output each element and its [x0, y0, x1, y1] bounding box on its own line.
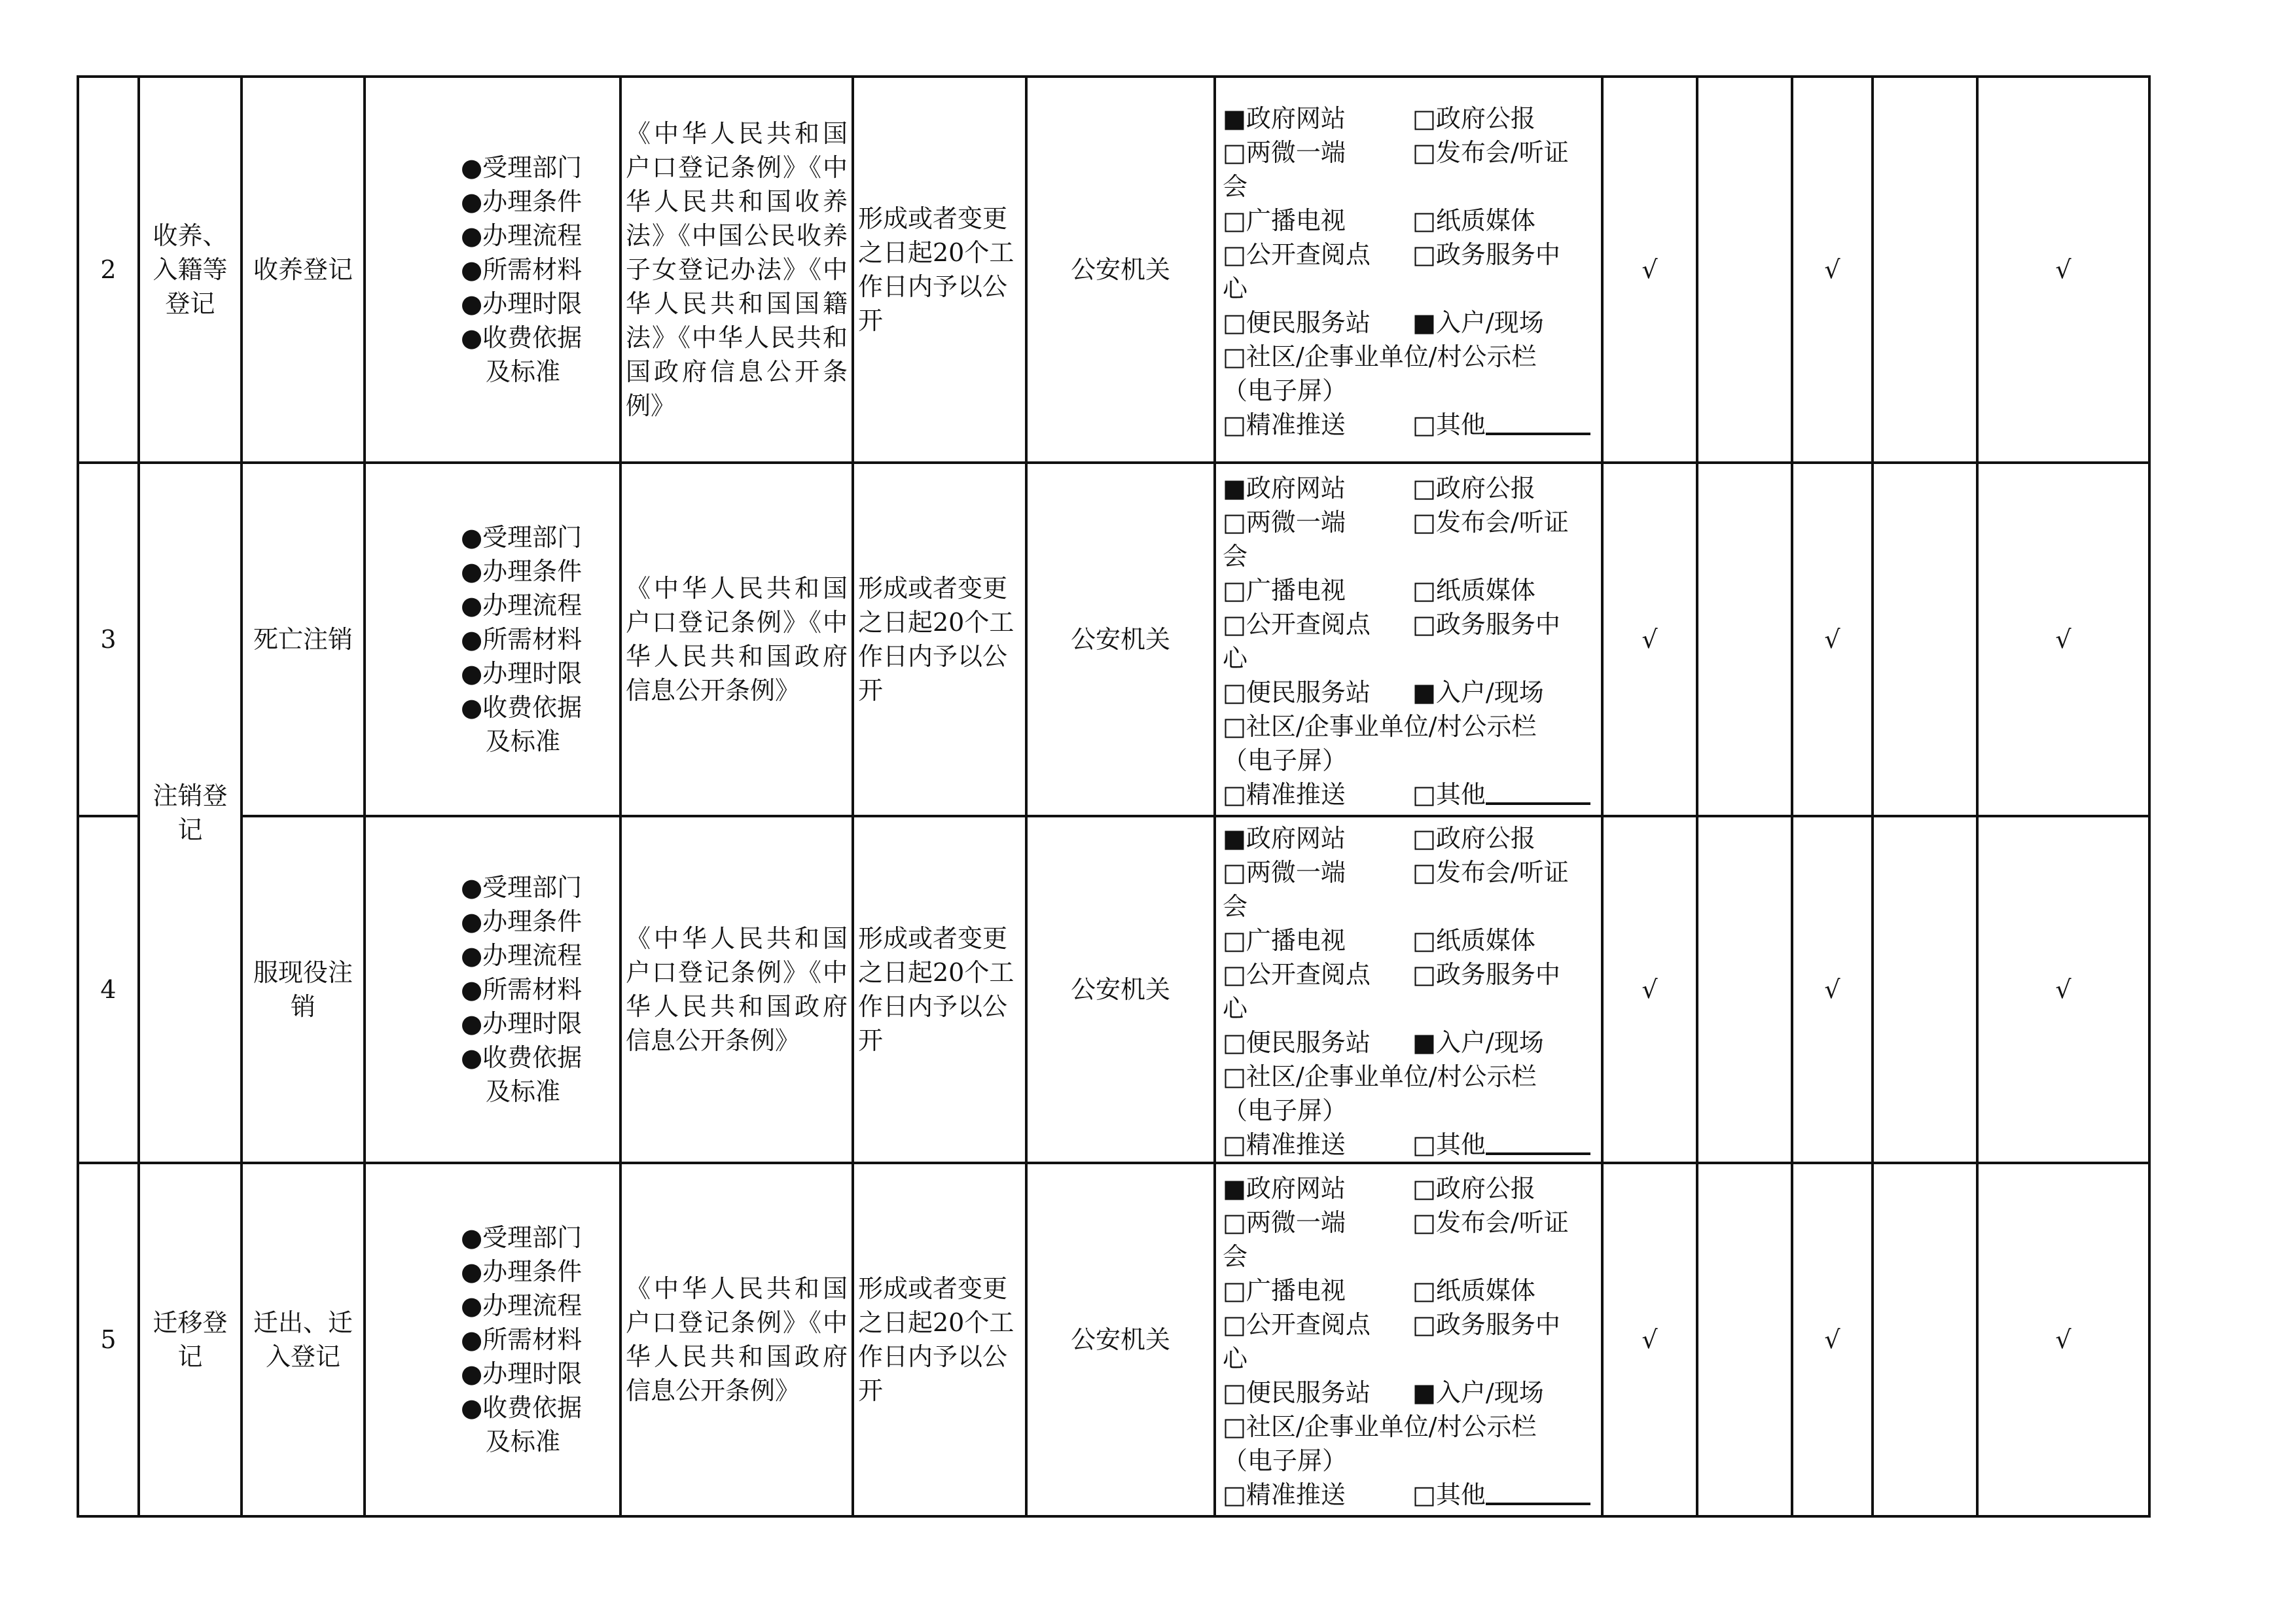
channel-row: [1223, 1478, 1596, 1512]
contents-item: ●收费依据: [461, 323, 583, 352]
channels-cell: [1215, 816, 1602, 1163]
contents-item: ●所需材料: [461, 625, 583, 654]
channel-option: □精准推送: [1223, 1130, 1346, 1159]
subject-cell: 公安机关: [1026, 463, 1215, 816]
channel-option: 会: [1223, 892, 1248, 921]
contents-item: 及标准: [486, 357, 561, 386]
channel-option: 会: [1223, 1242, 1248, 1271]
channel-option: □纸质媒体: [1412, 576, 1535, 605]
channel-row: [1223, 1128, 1596, 1162]
channel-option: 心: [1223, 644, 1248, 673]
contents-item: ●所需材料: [461, 1325, 583, 1354]
channel-option: □公开查阅点: [1223, 240, 1371, 269]
row-number: 2: [78, 77, 139, 463]
category-cell: 注销登记: [139, 463, 242, 1163]
basis-cell: 《中华人民共和国户口登记条例》《中华人民共和国政府信息公开条例》: [620, 463, 853, 816]
contents-item: 及标准: [486, 1427, 561, 1456]
channel-option: □两微一端: [1223, 508, 1346, 537]
channel-option: □其他: [1412, 780, 1486, 809]
channel-row: [1223, 1274, 1596, 1308]
channel-option: □便民服务站: [1223, 1378, 1371, 1407]
channel-option: □纸质媒体: [1412, 1276, 1535, 1305]
contents-item: ●受理部门: [461, 153, 583, 182]
empty-cell: [1697, 1163, 1792, 1516]
channel-row: [1223, 1060, 1596, 1094]
channel-option: □发布会/听证: [1412, 1208, 1569, 1237]
channel-option: □政府公报: [1412, 824, 1535, 853]
empty-cell: [1697, 77, 1792, 463]
channel-row: [1223, 889, 1596, 923]
channel-option: □发布会/听证: [1412, 508, 1569, 537]
time-limit-cell: 形成或者变更之日起20个工作日内予以公开: [853, 77, 1026, 463]
channel-row: [1223, 1308, 1596, 1342]
channel-option: □广播电视: [1223, 206, 1346, 235]
contents-item: ●办理条件: [461, 187, 583, 216]
contents-item: 及标准: [486, 1077, 561, 1106]
contents-item: ●办理时限: [461, 1359, 583, 1388]
channel-row: [1223, 1444, 1596, 1478]
check-cell: √: [1602, 77, 1697, 463]
channel-option: □精准推送: [1223, 410, 1346, 439]
table-row: [78, 1163, 2149, 1516]
channel-row: [1223, 991, 1596, 1026]
other-blank-line: [1486, 408, 1590, 435]
channel-option: □政务服务中: [1412, 1310, 1560, 1339]
check-cell: √: [1792, 463, 1873, 816]
channel-option: □政务服务中: [1412, 960, 1560, 989]
channel-option: □公开查阅点: [1223, 610, 1371, 639]
table-body: [78, 77, 2149, 1516]
check-cell: √: [1977, 1163, 2149, 1516]
channel-option: □纸质媒体: [1412, 206, 1535, 235]
channel-row: [1223, 272, 1596, 306]
check-cell: √: [1792, 816, 1873, 1163]
channel-row: [1223, 135, 1596, 169]
channel-option: （电子屏）: [1223, 746, 1348, 775]
item-cell: 死亡注销: [242, 463, 365, 816]
contents-item: ●收费依据: [461, 1393, 583, 1422]
channel-row: [1223, 1171, 1596, 1205]
channel-option: □便民服务站: [1223, 308, 1371, 337]
contents-item: ●受理部门: [461, 873, 583, 902]
disclosure-table: [77, 75, 2151, 1518]
channel-option: □两微一端: [1223, 138, 1346, 167]
channel-option: （电子屏）: [1223, 1096, 1348, 1125]
contents-item: ●受理部门: [461, 523, 583, 552]
channel-row: [1223, 238, 1596, 272]
time-limit-cell: 形成或者变更之日起20个工作日内予以公开: [853, 463, 1026, 816]
channel-option: ■政府网站: [1223, 1174, 1346, 1203]
empty-cell: [1697, 463, 1792, 816]
check-cell: √: [1792, 1163, 1873, 1516]
row-number: 5: [78, 1163, 139, 1516]
contents-item: ●办理条件: [461, 907, 583, 936]
channel-option: ■入户/现场: [1412, 678, 1544, 707]
contents-item: 及标准: [486, 727, 561, 756]
channel-row: [1223, 743, 1596, 777]
row-number: 3: [78, 463, 139, 816]
channel-row: [1223, 1342, 1596, 1376]
contents-cell: [365, 816, 620, 1163]
table-row: [78, 77, 2149, 463]
check-cell: √: [1977, 816, 2149, 1163]
other-blank-line: [1486, 1128, 1590, 1155]
channel-option: ■入户/现场: [1412, 308, 1544, 337]
contents-item: ●办理时限: [461, 1009, 583, 1038]
channel-row: [1223, 408, 1596, 442]
channel-option: □政府公报: [1412, 1174, 1535, 1203]
channel-option: □其他: [1412, 410, 1486, 439]
contents-item: ●办理条件: [461, 557, 583, 586]
channel-option: ■政府网站: [1223, 474, 1346, 503]
channel-option: □广播电视: [1223, 576, 1346, 605]
channel-row: [1223, 1410, 1596, 1444]
channel-option: （电子屏）: [1223, 1446, 1348, 1475]
channel-option: □精准推送: [1223, 1480, 1346, 1509]
item-cell: 迁出、迁入登记: [242, 1163, 365, 1516]
channel-row: [1223, 777, 1596, 812]
subject-cell: 公安机关: [1026, 816, 1215, 1163]
other-blank-line: [1486, 777, 1590, 805]
channel-row: [1223, 641, 1596, 675]
contents-item: ●办理条件: [461, 1257, 583, 1286]
channel-option: （电子屏）: [1223, 376, 1348, 405]
check-cell: √: [1602, 1163, 1697, 1516]
item-cell: 服现役注销: [242, 816, 365, 1163]
channel-option: □纸质媒体: [1412, 926, 1535, 955]
channel-option: □公开查阅点: [1223, 960, 1371, 989]
channel-option: □发布会/听证: [1412, 138, 1569, 167]
channel-row: [1223, 923, 1596, 957]
channel-option: □广播电视: [1223, 926, 1346, 955]
contents-cell: [365, 463, 620, 816]
contents-item: ●所需材料: [461, 975, 583, 1004]
time-limit-cell: 形成或者变更之日起20个工作日内予以公开: [853, 1163, 1026, 1516]
channel-row: [1223, 471, 1596, 505]
channel-option: □社区/企事业单位/村公示栏: [1223, 1412, 1537, 1441]
channels-cell: [1215, 77, 1602, 463]
channel-option: □便民服务站: [1223, 678, 1371, 707]
channel-option: □发布会/听证: [1412, 858, 1569, 887]
contents-cell: [365, 1163, 620, 1516]
channel-option: ■政府网站: [1223, 824, 1346, 853]
category-cell: 迁移登记: [139, 1163, 242, 1516]
channel-option: 会: [1223, 172, 1248, 201]
channel-option: □公开查阅点: [1223, 1310, 1371, 1339]
contents-item: ●所需材料: [461, 255, 583, 284]
channel-row: [1223, 1240, 1596, 1274]
channel-row: [1223, 1205, 1596, 1240]
channel-row: [1223, 855, 1596, 889]
channel-row: [1223, 539, 1596, 573]
channel-option: 心: [1223, 994, 1248, 1023]
contents-item: ●办理时限: [461, 289, 583, 318]
other-blank-line: [1486, 1478, 1590, 1505]
channel-row: [1223, 573, 1596, 607]
channels-cell: [1215, 463, 1602, 816]
check-cell: √: [1602, 463, 1697, 816]
check-cell: √: [1792, 77, 1873, 463]
empty-cell: [1873, 816, 1977, 1163]
channel-option: □两微一端: [1223, 1208, 1346, 1237]
channel-option: □其他: [1412, 1130, 1486, 1159]
contents-item: ●收费依据: [461, 693, 583, 722]
empty-cell: [1873, 77, 1977, 463]
channel-option: □政务服务中: [1412, 240, 1560, 269]
table-row: [78, 816, 2149, 1163]
empty-cell: [1873, 1163, 1977, 1516]
channel-option: ■政府网站: [1223, 104, 1346, 133]
check-cell: √: [1977, 463, 2149, 816]
channel-option: □其他: [1412, 1480, 1486, 1509]
channel-option: 心: [1223, 274, 1248, 303]
contents-item: ●受理部门: [461, 1223, 583, 1252]
channel-row: [1223, 169, 1596, 204]
empty-cell: [1697, 816, 1792, 1163]
table-row: [78, 463, 2149, 816]
channel-row: [1223, 1026, 1596, 1060]
contents-item: ●办理流程: [461, 941, 583, 970]
contents-item: ●办理流程: [461, 591, 583, 620]
channel-option: □社区/企事业单位/村公示栏: [1223, 1062, 1537, 1091]
channel-option: □精准推送: [1223, 780, 1346, 809]
row-number: 4: [78, 816, 139, 1163]
channel-row: [1223, 374, 1596, 408]
contents-item: ●办理时限: [461, 659, 583, 688]
subject-cell: 公安机关: [1026, 1163, 1215, 1516]
channel-row: [1223, 101, 1596, 135]
subject-cell: 公安机关: [1026, 77, 1215, 463]
channel-option: 心: [1223, 1344, 1248, 1373]
empty-cell: [1873, 463, 1977, 816]
channel-row: [1223, 1376, 1596, 1410]
channel-row: [1223, 821, 1596, 855]
basis-cell: 《中华人民共和国户口登记条例》《中华人民共和国政府信息公开条例》: [620, 1163, 853, 1516]
channel-option: ■入户/现场: [1412, 1378, 1544, 1407]
channel-option: □政府公报: [1412, 104, 1535, 133]
channel-row: [1223, 204, 1596, 238]
check-cell: √: [1977, 77, 2149, 463]
item-cell: 收养登记: [242, 77, 365, 463]
time-limit-cell: 形成或者变更之日起20个工作日内予以公开: [853, 816, 1026, 1163]
contents-cell: [365, 77, 620, 463]
channel-row: [1223, 709, 1596, 743]
check-cell: √: [1602, 816, 1697, 1163]
channel-option: □两微一端: [1223, 858, 1346, 887]
channels-cell: [1215, 1163, 1602, 1516]
channel-row: [1223, 1094, 1596, 1128]
basis-cell: 《中华人民共和国户口登记条例》《中华人民共和国政府信息公开条例》: [620, 816, 853, 1163]
channel-option: □社区/企事业单位/村公示栏: [1223, 342, 1537, 371]
channel-row: [1223, 306, 1596, 340]
channel-option: ■入户/现场: [1412, 1028, 1544, 1057]
contents-item: ●办理流程: [461, 1291, 583, 1320]
channel-row: [1223, 675, 1596, 709]
contents-item: ●收费依据: [461, 1043, 583, 1072]
channel-option: □政府公报: [1412, 474, 1535, 503]
contents-item: ●办理流程: [461, 221, 583, 250]
channel-row: [1223, 505, 1596, 539]
channel-option: □社区/企事业单位/村公示栏: [1223, 712, 1537, 741]
category-cell: 收养、入籍等登记: [139, 77, 242, 463]
channel-row: [1223, 957, 1596, 991]
channel-row: [1223, 340, 1596, 374]
channel-row: [1223, 607, 1596, 641]
channel-option: □广播电视: [1223, 1276, 1346, 1305]
channel-option: □便民服务站: [1223, 1028, 1371, 1057]
channel-option: 会: [1223, 542, 1248, 571]
basis-cell: 《中华人民共和国户口登记条例》《中华人民共和国收养法》《中国公民收养子女登记办法》《中华人民共和国国籍法》《中华人民共和国政府信息公开条例》: [620, 77, 853, 463]
channel-option: □政务服务中: [1412, 610, 1560, 639]
